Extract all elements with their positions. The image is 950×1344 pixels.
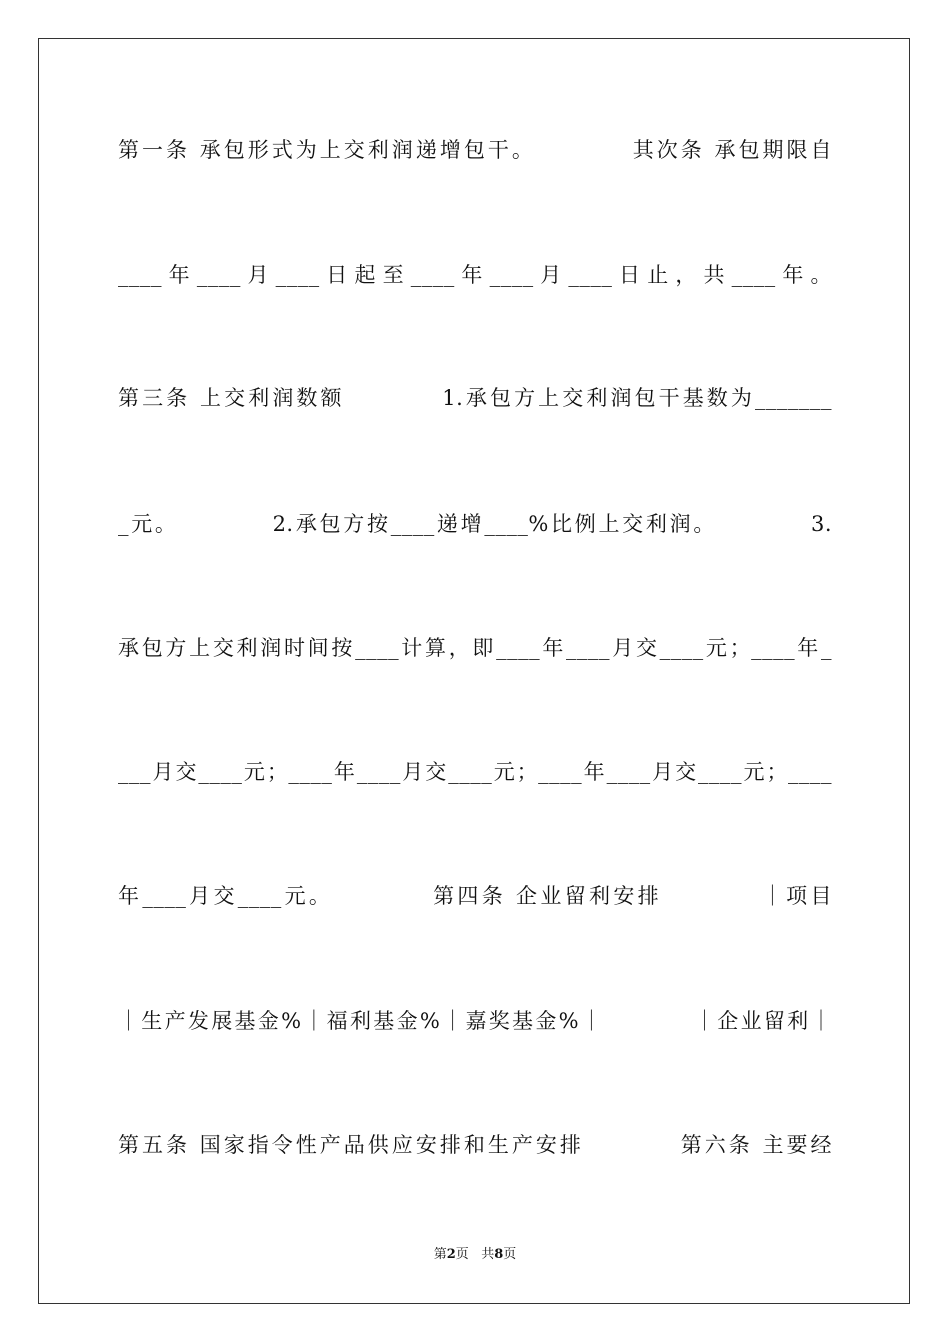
text-line-4: _元。 2.承包方按____递增____%比例上交利润。 3.	[118, 512, 832, 536]
footer-mid: 页 共	[455, 1247, 495, 1262]
text-line-6: ___月交____元；____年____月交____元；____年____月交____元；____	[118, 760, 832, 784]
text-line-7: 年____月交____元。 第四条 企业留利安排 ｜项目	[118, 884, 832, 908]
footer-total-pages: 8	[494, 1247, 504, 1262]
text-line-3: 第三条 上交利润数额 1.承包方上交利润包干基数为_______	[118, 386, 832, 410]
text-line-2: ____年____月____日起至____年____月____日止，共____年。	[118, 263, 832, 287]
page-border	[38, 38, 910, 1304]
page-footer	[0, 1246, 950, 1264]
text-line-9: 第五条 国家指令性产品供应安排和生产安排 第六条 主要经	[118, 1133, 832, 1157]
text-line-1: 第一条 承包形式为上交利润递增包干。 其次条 承包期限自	[118, 138, 832, 162]
footer-current-page: 2	[446, 1247, 456, 1262]
footer-prefix: 第	[433, 1247, 447, 1262]
text-line-5: 承包方上交利润时间按____计算，即____年____月交____元；____年_	[118, 636, 832, 660]
text-line-8: ｜生产发展基金%｜福利基金%｜嘉奖基金%｜ ｜企业留利｜	[118, 1009, 832, 1033]
footer-suffix: 页	[503, 1247, 517, 1262]
